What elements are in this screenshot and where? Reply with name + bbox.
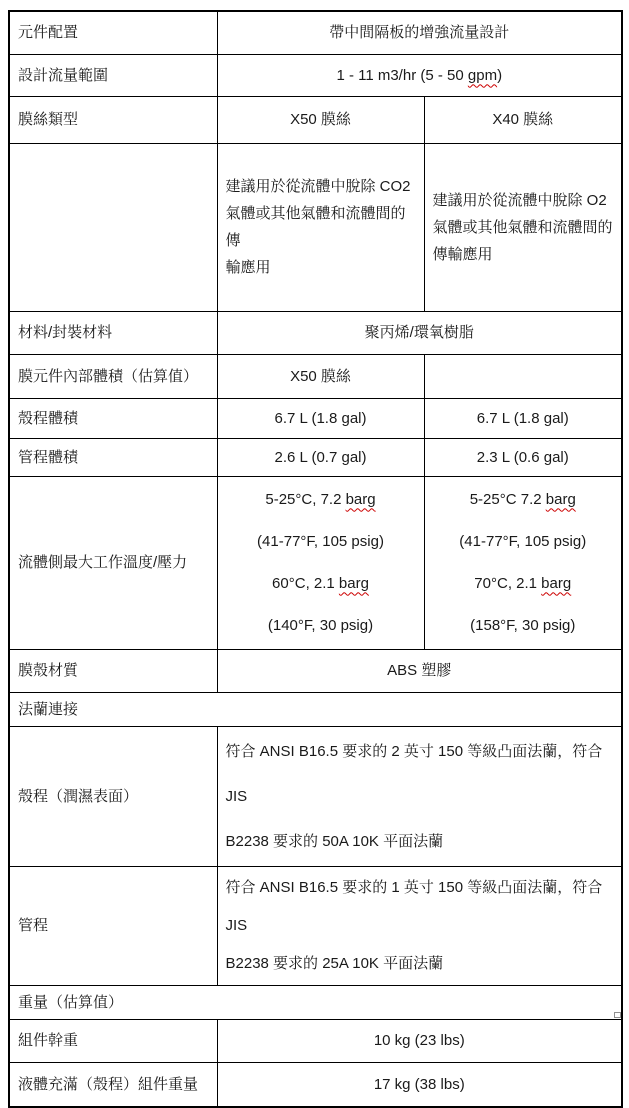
spec-value-cell	[217, 476, 424, 649]
table-row	[9, 398, 622, 438]
text-segment: 6.7 L (1.8 gal)	[274, 409, 367, 427]
table-row	[9, 54, 622, 96]
spec-value-cell	[217, 649, 622, 692]
text-line	[433, 407, 614, 430]
text-segment: 2.3 L (0.6 gal)	[476, 448, 569, 466]
text-line	[18, 542, 209, 584]
misspelled-word: barg	[541, 574, 572, 592]
text-line	[226, 446, 416, 469]
spec-value-cell	[217, 354, 424, 398]
text-segment: 設計流量範圍	[18, 66, 109, 84]
table-row	[9, 11, 622, 54]
spec-label-cell	[9, 726, 217, 866]
misspelled-word: barg	[345, 490, 376, 508]
text-line	[433, 521, 614, 563]
text-line	[226, 1073, 614, 1096]
text-segment: X50 膜絲	[290, 111, 351, 128]
table-row	[9, 1062, 622, 1107]
table-row	[9, 354, 622, 398]
section-header-cell	[9, 692, 622, 726]
spec-label-cell	[9, 1019, 217, 1062]
spec-value-cell	[424, 96, 622, 143]
table-row	[9, 649, 622, 692]
text-segment: 70°C, 2.1	[474, 574, 542, 592]
spec-label-cell	[9, 96, 217, 143]
text-segment: (41-77°F, 105 psig)	[257, 532, 384, 550]
table-row	[9, 143, 622, 311]
table-row	[9, 438, 622, 476]
text-segment: 管程體積	[18, 448, 79, 466]
table-row	[9, 96, 622, 143]
spec-value-cell	[217, 398, 424, 438]
spec-label-cell	[9, 143, 217, 311]
text-segment: B2238 要求的 25A 10K 平面法蘭	[225, 954, 444, 972]
text-line	[433, 241, 614, 268]
text-line	[433, 108, 614, 131]
spec-value-cell	[424, 354, 622, 398]
text-line	[226, 479, 416, 521]
text-line	[226, 945, 614, 983]
text-line	[18, 785, 209, 808]
text-segment: (41-77°F, 105 psig)	[459, 532, 587, 550]
text-line	[433, 563, 614, 605]
text-segment: 2.6 L (0.7 gal)	[274, 448, 367, 466]
text-segment: 流體側最大工作溫度/壓力	[18, 553, 188, 571]
spec-label-cell	[9, 866, 217, 985]
table-row	[9, 866, 622, 985]
text-line	[433, 187, 614, 214]
text-segment: 法蘭連接	[18, 700, 79, 718]
text-segment: 6.7 L (1.8 gal)	[476, 409, 569, 427]
text-segment: 膜絲類型	[18, 111, 79, 128]
text-segment: 帶中間隔板的增強流量設計	[329, 24, 510, 42]
spec-label-cell	[9, 354, 217, 398]
text-segment: 符合 ANSI B16.5 要求的 1 英寸 150 等級凸面法蘭，符合 JIS	[225, 878, 603, 934]
text-line	[18, 407, 209, 430]
spec-value-cell	[424, 398, 622, 438]
text-segment: (140°F, 30 psig)	[267, 616, 374, 634]
text-line	[18, 108, 209, 131]
spec-table	[8, 10, 623, 1108]
text-segment: 重量（估算值）	[18, 993, 124, 1011]
text-line	[18, 1073, 209, 1096]
text-line	[226, 521, 416, 563]
table-row	[9, 726, 622, 866]
misspelled-word: barg	[545, 490, 576, 508]
spec-label-cell	[9, 54, 217, 96]
text-line	[226, 64, 614, 87]
text-segment: 符合 ANSI B16.5 要求的 2 英寸 150 等級凸面法蘭，符合 JIS	[225, 742, 603, 805]
text-segment: 1 - 11 m3/hr (5 - 50	[336, 66, 468, 84]
spec-value-cell	[217, 866, 622, 985]
text-line	[226, 729, 614, 819]
text-segment: 膜元件內部體積（估算值）	[18, 367, 199, 385]
spec-value-cell	[217, 311, 622, 354]
table-row	[9, 311, 622, 354]
text-line	[226, 321, 614, 344]
text-line	[226, 254, 416, 281]
text-segment: 輸應用	[225, 259, 271, 276]
section-header-cell	[9, 985, 622, 1019]
spec-label-cell	[9, 649, 217, 692]
text-line	[18, 698, 613, 721]
text-line	[18, 914, 209, 937]
text-segment: 5-25°C 7.2	[469, 490, 546, 508]
misspelled-word: barg	[338, 574, 369, 592]
table-row	[9, 1019, 622, 1062]
spec-value-cell	[217, 143, 424, 311]
text-segment: 殼程體積	[18, 409, 79, 427]
text-line	[226, 108, 416, 131]
text-segment: 氣體或其他氣體和流體間的	[432, 218, 613, 236]
text-line	[18, 659, 209, 682]
spec-value-cell	[217, 96, 424, 143]
text-line	[18, 446, 209, 469]
spec-label-cell	[9, 11, 217, 54]
misspelled-word: gpm	[467, 66, 498, 84]
text-line	[433, 446, 614, 469]
text-line	[226, 819, 614, 864]
text-line	[226, 563, 416, 605]
spec-value-cell	[217, 1062, 622, 1107]
text-line	[226, 407, 416, 430]
text-segment: 5-25°C, 7.2	[265, 490, 346, 508]
text-line	[433, 605, 614, 647]
text-segment: 元件配置	[18, 24, 79, 42]
spec-value-cell	[217, 726, 622, 866]
spec-value-cell	[217, 438, 424, 476]
text-segment: 殼程（潤濕表面）	[18, 787, 139, 805]
text-line	[18, 991, 613, 1014]
text-segment: 膜殼材質	[18, 662, 79, 679]
text-segment: )	[497, 66, 503, 84]
text-segment: 10 kg (23 lbs)	[373, 1032, 465, 1049]
spec-value-cell	[424, 143, 622, 311]
spec-value-cell	[424, 438, 622, 476]
table-row	[9, 985, 622, 1019]
text-line	[433, 214, 614, 241]
text-line	[226, 605, 416, 647]
text-line	[226, 365, 416, 388]
text-segment: 建議用於從流體中脫除 O2	[432, 191, 607, 209]
text-line	[226, 869, 614, 945]
text-segment: B2238 要求的 50A 10K 平面法蘭	[225, 832, 444, 850]
text-segment: 聚丙烯/環氧樹脂	[364, 324, 474, 341]
text-segment: 傳輸應用	[432, 245, 493, 263]
text-line	[18, 21, 209, 44]
text-line	[226, 1029, 614, 1052]
spec-value-cell	[217, 11, 622, 54]
text-line	[18, 365, 209, 388]
text-segment: 建議用於從流體中脫除 CO2	[225, 178, 411, 195]
text-line	[18, 64, 209, 87]
table-row	[9, 476, 622, 649]
text-line	[18, 1029, 209, 1052]
spec-value-cell	[424, 476, 622, 649]
text-segment: 氣體或其他氣體和流體間的傳	[225, 205, 406, 249]
spec-label-cell	[9, 311, 217, 354]
text-segment: 60°C, 2.1	[272, 574, 339, 592]
text-line	[226, 21, 614, 44]
table-resize-handle[interactable]	[614, 1012, 621, 1018]
text-segment: 17 kg (38 lbs)	[373, 1075, 465, 1093]
text-segment: 液體充滿（殼程）組件重量	[18, 1075, 199, 1093]
text-segment: (158°F, 30 psig)	[470, 616, 576, 634]
spec-value-cell	[217, 54, 622, 96]
text-line	[18, 321, 209, 344]
spec-table-body	[9, 11, 622, 1107]
text-line	[433, 479, 614, 521]
text-line	[226, 659, 614, 682]
text-segment: X50 膜絲	[290, 367, 351, 385]
text-segment: 材料/封裝材料	[18, 324, 113, 341]
spec-label-cell	[9, 1062, 217, 1107]
text-segment: 管程	[18, 917, 49, 934]
table-row	[9, 692, 622, 726]
text-line	[226, 200, 416, 254]
text-segment: X40 膜絲	[492, 111, 554, 128]
text-line	[226, 173, 416, 200]
spec-label-cell	[9, 476, 217, 649]
spec-value-cell	[217, 1019, 622, 1062]
spec-label-cell	[9, 398, 217, 438]
text-segment: 組件幹重	[18, 1032, 79, 1049]
spec-label-cell	[9, 438, 217, 476]
text-segment: ABS 塑膠	[387, 662, 452, 679]
